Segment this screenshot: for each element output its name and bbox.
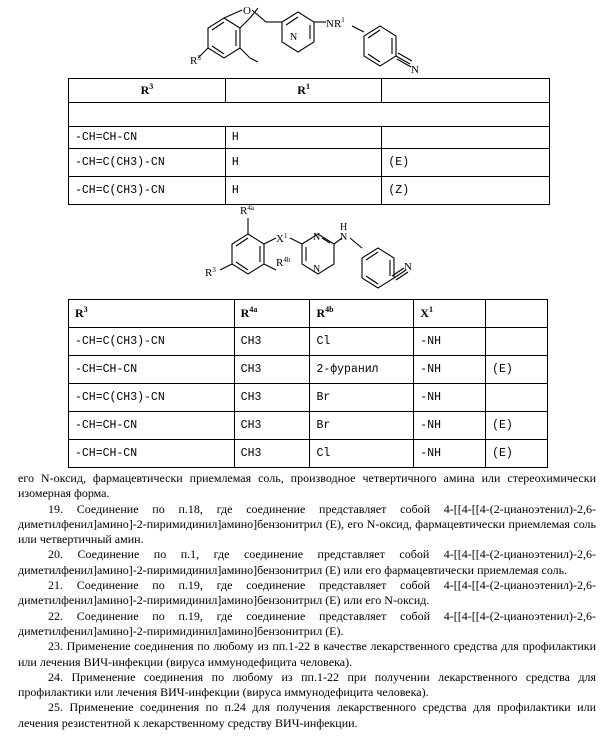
table-cell bbox=[486, 384, 548, 412]
table-cell: Br bbox=[310, 412, 414, 440]
table-cell: -CH=CH-CN bbox=[69, 127, 226, 149]
table-2-header-row bbox=[69, 300, 548, 328]
table-2-header-r3: $R^3$ bbox=[69, 300, 235, 328]
table-cell: -CH=C(CH3)-CN bbox=[69, 384, 235, 412]
benzene-ring-c bbox=[232, 234, 264, 274]
table-cell: -CH=CH-CN bbox=[69, 412, 235, 440]
table-cell: -NH bbox=[414, 384, 486, 412]
table-cell: 2-фуранил bbox=[310, 356, 414, 384]
table-2-header-r4b: $R^{4b}$ bbox=[310, 300, 414, 328]
nitrile-n-label: N bbox=[411, 64, 419, 76]
table-cell: H bbox=[225, 177, 382, 205]
table-1-header-row bbox=[69, 79, 550, 103]
x1-label: $X^1$ bbox=[276, 232, 288, 245]
table-cell: H bbox=[225, 149, 382, 177]
table-cell: -CH=C(CH3)-CN bbox=[69, 177, 226, 205]
r3-label: $R^3$ bbox=[190, 54, 201, 67]
table-cell: Cl bbox=[310, 440, 414, 468]
table-2-header-x1: $X^1$ bbox=[414, 300, 486, 328]
table-cell: -CH=C(CH3)-CN bbox=[69, 328, 235, 356]
table-row bbox=[69, 356, 548, 384]
benzene-ring-d bbox=[362, 248, 394, 288]
nh-n-label: N bbox=[340, 232, 348, 243]
table-row bbox=[69, 127, 550, 149]
pyrimidine-n-label: N bbox=[290, 32, 298, 43]
claim-25: 25. Применение соединения по п.24 для получения лекарственного средства для профилактики или лечения резистентной к лекарственному средству ВИЧ-инфекции. bbox=[18, 700, 596, 730]
claim-24: 24. Применение соединения по любому из пп.1-22 при получении лекарственного средства для профилактики или лечения ВИЧ-инфекции (вируса иммунодефицита человека). bbox=[18, 669, 596, 700]
table-row bbox=[69, 149, 550, 177]
table-cell: (E) bbox=[486, 412, 548, 440]
structure-2-drawing bbox=[0, 200, 607, 296]
structure-1-drawing bbox=[0, 0, 607, 78]
claims-text bbox=[18, 471, 596, 731]
table-1 bbox=[68, 78, 550, 205]
table-1-header-r3: $R^3$ bbox=[69, 79, 226, 103]
pyrimidine-ring-a bbox=[282, 12, 314, 52]
table-cell bbox=[382, 127, 550, 149]
table-cell: -CH=CH-CN bbox=[69, 356, 235, 384]
claim-19: 19. Соединение по п.18, где соединение представляет собой 4-[[4-[[4-(2-цианоэтенил)-2,6-диметилфенил]амино]-2-пиримидинил]амино]бензонитрил (E), его N-оксид, фармацевтически приемлемая соль или четвертичный амин. bbox=[18, 501, 596, 547]
table-cell: (Z) bbox=[382, 177, 550, 205]
claim-22: 22. Соединение по п.19, где соединение представляет собой 4-[[4-[[4-(2-цианоэтенил)-2,6-диметилфенил]амино]-2-пиримидинил]амино]бензонитрил (E). bbox=[18, 608, 596, 638]
table-row bbox=[69, 384, 548, 412]
table-1-spacer bbox=[69, 103, 550, 127]
r4a-label: $R^{4a}$ bbox=[240, 204, 254, 217]
structure-1 bbox=[0, 0, 607, 78]
table-cell: -NH bbox=[414, 328, 486, 356]
table-cell: CH3 bbox=[234, 328, 310, 356]
table-cell: (E) bbox=[382, 149, 550, 177]
oxygen-label: O bbox=[243, 5, 251, 17]
table-row bbox=[69, 412, 548, 440]
r3-label: $R^3$ bbox=[205, 266, 216, 279]
table-2-header-blank bbox=[486, 300, 548, 328]
table-1-header-blank bbox=[382, 79, 550, 103]
table-cell: -CH=C(CH3)-CN bbox=[69, 149, 226, 177]
table-cell: Cl bbox=[310, 328, 414, 356]
table-cell: -NH bbox=[414, 356, 486, 384]
benzene-ring-b bbox=[364, 26, 396, 66]
paragraph-continuation: его N-оксид, фармацевтически приемлемая соль, производное четвертичного амина или стереохимически изомерная форма. bbox=[18, 471, 596, 501]
table-cell: CH3 bbox=[234, 384, 310, 412]
table-cell: H bbox=[225, 127, 382, 149]
nh-h-label: H bbox=[340, 222, 348, 233]
nr1-label: $NR^1$ bbox=[326, 16, 345, 30]
table-2-header-r4a: $R^{4a}$ bbox=[234, 300, 310, 328]
pyrimidine-n-bottom-label: N bbox=[313, 264, 321, 275]
benzene-ring-a bbox=[208, 18, 240, 58]
table-row bbox=[69, 440, 548, 468]
table-cell bbox=[486, 328, 548, 356]
claim-23: 23. Применение соединения по любому из пп.1-22 в качестве лекарственного средства для профилактики или лечения ВИЧ-инфекции (вируса иммунодефицита человека). bbox=[18, 639, 596, 669]
nitrile-n-label: N bbox=[404, 261, 412, 273]
table-cell: Br bbox=[310, 384, 414, 412]
table-1-header-r1: $R^1$ bbox=[225, 79, 382, 103]
structure-2 bbox=[0, 200, 607, 296]
r4b-label: $R^{4b}$ bbox=[276, 256, 291, 269]
table-cell: -NH bbox=[414, 412, 486, 440]
table-cell: CH3 bbox=[234, 356, 310, 384]
table-row bbox=[69, 328, 548, 356]
table-cell: CH3 bbox=[234, 440, 310, 468]
claim-21: 21. Соединение по п.19, где соединение представляет собой 4-[[4-[[4-(2-цианоэтенил)-2,6-диметилфенил]амино]-2-пиримидинил]амино]бензонитрил (E) или его N-оксид. bbox=[18, 578, 596, 608]
table-cell: -NH bbox=[414, 440, 486, 468]
pyrimidine-n-top-label: N bbox=[313, 232, 321, 243]
claim-20: 20. Соединение по п.1, где соединение представляет собой 4-[[4-[[4-(2-цианоэтенил)-2,6-диметилфенил]амино]-2-пиримидинил]амино]бензонитрил (E) или его фармацевтически приемлемая соль. bbox=[18, 547, 596, 577]
table-cell: CH3 bbox=[234, 412, 310, 440]
table-cell: -CH=CH-CN bbox=[69, 440, 235, 468]
table-2 bbox=[68, 299, 548, 468]
table-cell: (E) bbox=[486, 440, 548, 468]
table-cell: (E) bbox=[486, 356, 548, 384]
